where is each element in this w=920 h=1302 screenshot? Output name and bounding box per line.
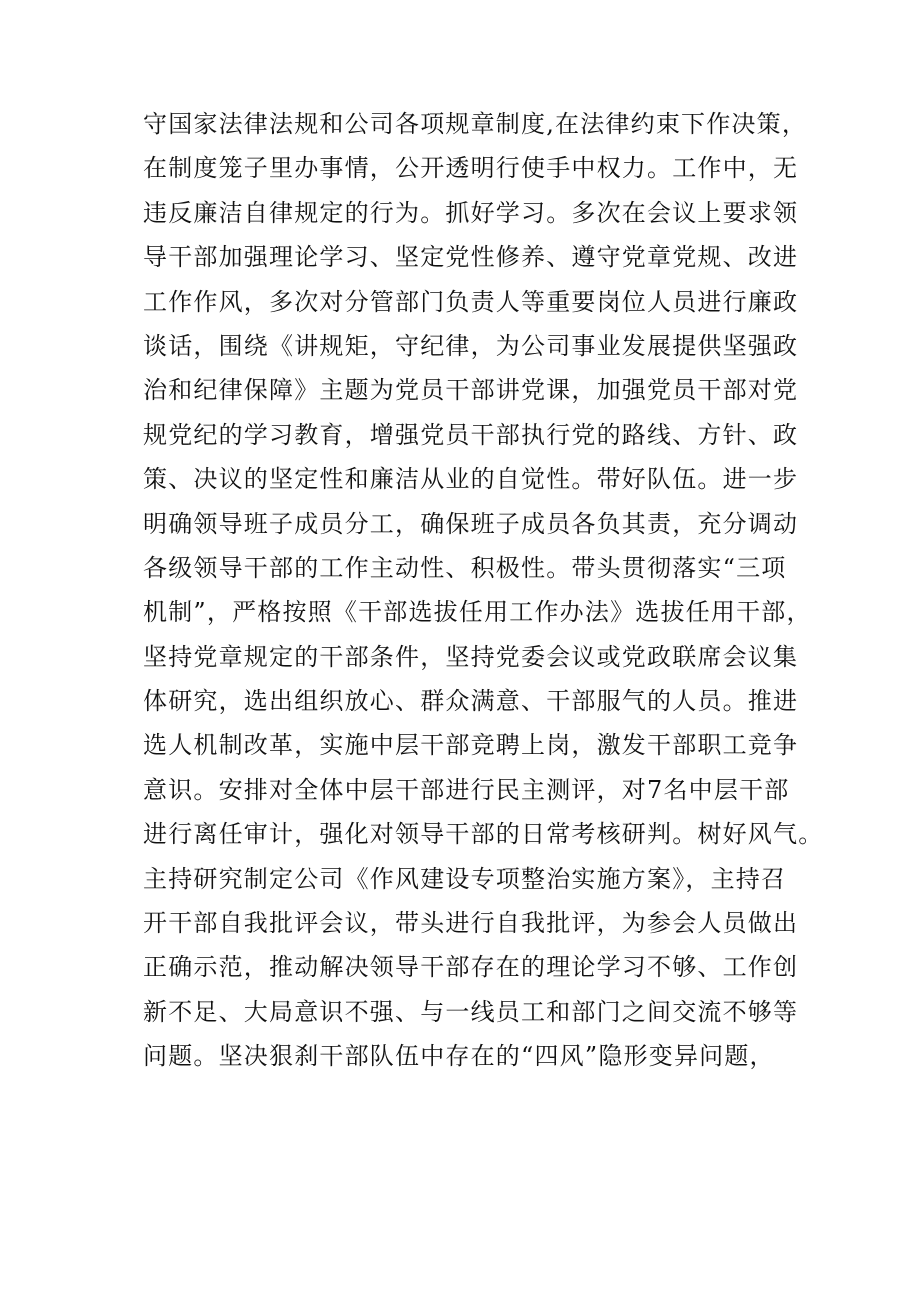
text-line-9: 策、决议的坚定性和廉洁从业的自觉性。带好队伍。进一步 bbox=[143, 465, 799, 494]
text-line-14: 体研究，选出组织放心、群众满意、干部服气的人员。推进 bbox=[143, 687, 799, 716]
text-line-10: 明确领导班子成员分工，确保班子成员各负其责，充分调动 bbox=[143, 509, 799, 538]
body-text bbox=[143, 102, 824, 1079]
text-line-20: 正确示范，推动解决领导干部存在的理论学习不够、工作创 bbox=[143, 953, 799, 982]
text-line-22: 问题。坚决狠刹干部队伍中存在的“四风”隐形变异问题， bbox=[143, 1042, 775, 1071]
text-line-21: 新不足、大局意识不强、与一线员工和部门之间交流不够等 bbox=[143, 997, 799, 1026]
text-line-4: 导干部加强理论学习、坚定党性修养、遵守党章党规、改进 bbox=[143, 243, 799, 272]
text-line-16: 意识。安排对全体中层干部进行民主测评，对7名中层干部 bbox=[143, 775, 790, 804]
text-line-15: 选人机制改革，实施中层干部竞聘上岗，激发干部职工竞争 bbox=[143, 731, 799, 760]
text-line-3: 违反廉洁自律规定的行为。抓好学习。多次在会议上要求领 bbox=[143, 198, 799, 227]
text-line-2: 在制度笼子里办事情，公开透明行使手中权力。工作中，无 bbox=[143, 154, 799, 183]
text-line-18: 主持研究制定公司《作风建设专项整治实施方案》，主持召 bbox=[143, 864, 787, 893]
text-line-1: 守国家法律法规和公司各项规章制度,在法律约束下作决策， bbox=[143, 110, 808, 138]
text-line-17: 进行离任审计，强化对领导干部的日常考核研判。树好风气。 bbox=[143, 820, 824, 849]
text-line-5: 工作作风，多次对分管部门负责人等重要岗位人员进行廉政 bbox=[143, 287, 799, 316]
text-line-12: 机制”，严格按照《干部选拔任用工作办法》选拔任用干部， bbox=[143, 598, 812, 627]
text-line-7: 治和纪律保障》主题为党员干部讲党课，加强党员干部对党 bbox=[143, 376, 799, 405]
text-line-11: 各级领导干部的工作主动性、积极性。带头贯彻落实“三项 bbox=[143, 553, 787, 582]
text-line-6: 谈话，围绕《讲规矩，守纪律，为公司事业发展提供坚强政 bbox=[143, 331, 799, 360]
text-line-13: 坚持党章规定的干部条件，坚持党委会议或党政联席会议集 bbox=[143, 642, 799, 671]
text-line-19: 开干部自我批评会议，带头进行自我批评，为参会人员做出 bbox=[143, 909, 799, 938]
text-line-8: 规党纪的学习教育，增强党员干部执行党的路线、方针、政 bbox=[143, 420, 799, 449]
